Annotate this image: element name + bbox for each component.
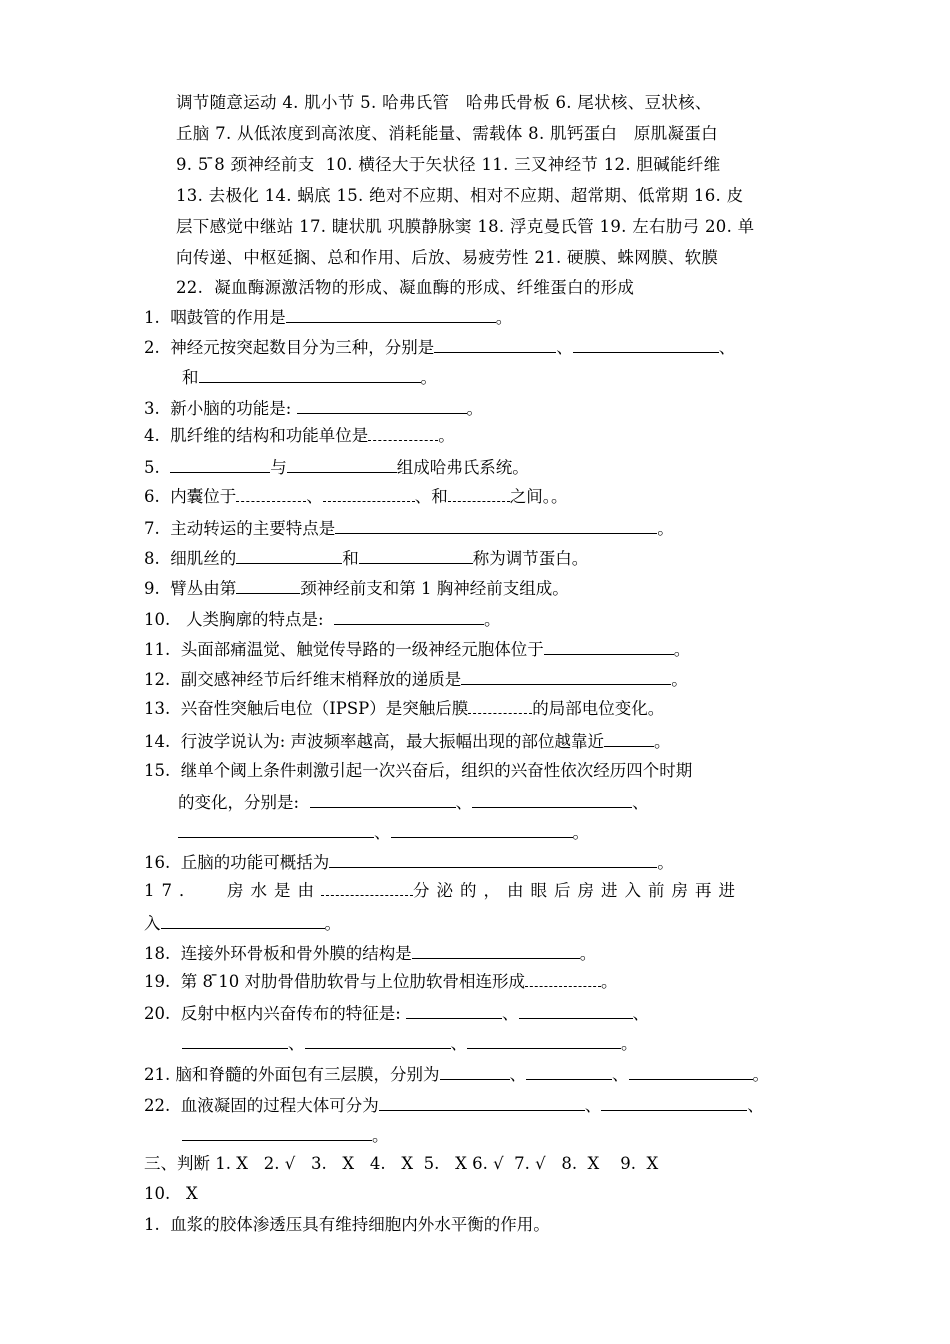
question-13: 13. 兴奋性突触后电位（IPSP）是突触后膜 的局部电位变化。 <box>144 699 665 718</box>
answer-blank[interactable] <box>170 455 270 473</box>
answer-blank[interactable] <box>573 335 719 353</box>
answer-blank[interactable] <box>161 911 325 929</box>
answer-line: 调节随意运动 4. 肌小节 5. 哈弗氏管 哈弗氏骨板 6. 尾状核、豆状核、 <box>176 93 712 112</box>
answer-blank[interactable] <box>467 1031 621 1049</box>
question-19: 19. 第 8 ̄10 对肋骨借肋软骨与上位肋软骨相连形成 。 <box>144 972 618 991</box>
question-text: 7. 主动转运的主要特点是 <box>144 519 336 538</box>
question-16: 16. 丘脑的功能可概括为 。 <box>144 850 674 872</box>
question-15-cont2: 、 。 <box>178 820 589 842</box>
answer-line: 13. 去极化 14. 蜗底 15. 绝对不应期、相对不应期、超常期、低常期 16. 皮 <box>176 186 744 205</box>
answer-blank[interactable] <box>434 335 556 353</box>
question-12: 12. 副交感神经节后纤维末梢释放的递质是 。 <box>144 667 688 689</box>
answer-blank[interactable] <box>629 1062 753 1080</box>
answer-blank[interactable] <box>519 1001 633 1019</box>
answer-line: 22. 凝血酶源激活物的形成、凝血酶的形成、纤维蛋白的形成 <box>176 278 635 297</box>
question-text: 19. 第 8 ̄10 对肋骨借肋软骨与上位肋软骨相连形成 <box>144 972 525 991</box>
answer-blank[interactable] <box>601 1093 747 1111</box>
question-text: 16. 丘脑的功能可概括为 <box>144 853 330 872</box>
question-text: 18. 连接外环骨板和骨外膜的结构是 <box>144 944 412 963</box>
question-text: 20. 反射中枢内兴奋传布的特征是: <box>144 1004 407 1023</box>
answer-blank[interactable] <box>287 455 397 473</box>
judgement-line-2: 10. X <box>144 1184 198 1203</box>
question-text: 4. 肌纤维的结构和功能单位是 <box>144 426 369 445</box>
answer-blank[interactable] <box>406 1001 502 1019</box>
answer-line: 9. 5 ̄8 颈神经前支 10. 横径大于矢状径 11. 三叉神经节 12. 胆碱能纤维 <box>176 155 721 174</box>
answer-blank[interactable] <box>236 486 306 502</box>
answer-blank[interactable] <box>323 486 415 502</box>
judgement-item-1: 1. 血浆的胶体渗透压具有维持细胞内外水平衡的作用。 <box>144 1215 550 1234</box>
question-14: 14. 行波学说认为: 声波频率越高，最大振幅出现的部位越靠近 。 <box>144 729 671 751</box>
answer-blank[interactable] <box>379 1093 585 1111</box>
question-text: 10. 人类胸廓的特点是: <box>144 610 335 629</box>
question-17-cont: 入 。 <box>144 911 341 933</box>
question-text: 3. 新小脑的功能是: <box>144 399 297 418</box>
answer-blank[interactable] <box>472 790 632 808</box>
question-22: 22. 血液凝固的过程大体可分为 、 、 <box>144 1093 764 1115</box>
answer-blank[interactable] <box>440 1062 510 1080</box>
answer-blank[interactable] <box>525 971 601 987</box>
question-20-cont: 、 、 。 <box>182 1031 638 1053</box>
question-1: 1. 咽鼓管的作用是 。 <box>144 305 512 327</box>
question-text: 21. 脑和脊髓的外面包有三层膜，分别为 <box>144 1065 440 1084</box>
answer-blank[interactable] <box>286 305 496 323</box>
answer-blank[interactable] <box>297 396 467 414</box>
question-17: 17． 房水是由 分泌的，由眼后房进入前房再进 <box>144 881 742 900</box>
answer-blank[interactable] <box>321 880 413 896</box>
answer-blank[interactable] <box>329 850 657 868</box>
question-20: 20. 反射中枢内兴奋传布的特征是: 、 、 <box>144 1001 649 1023</box>
question-6: 6. 内囊位于 、 、和 之间。。 <box>144 487 568 506</box>
question-text: 12. 副交感神经节后纤维末梢释放的递质是 <box>144 670 462 689</box>
question-8: 8. 细肌丝的 和 称为调节蛋白。 <box>144 546 588 568</box>
question-text: 22. 血液凝固的过程大体可分为 <box>144 1096 379 1115</box>
question-10: 10. 人类胸廓的特点是: 。 <box>144 607 501 629</box>
question-2: 2. 神经元按突起数目分为三种，分别是 、 、 <box>144 335 735 357</box>
answer-blank[interactable] <box>305 1031 451 1049</box>
answer-blank[interactable] <box>544 637 674 655</box>
answer-blank[interactable] <box>178 820 374 838</box>
question-9: 9. 臂丛由第 颈神经前支和第 1 胸神经前支组成。 <box>144 576 569 598</box>
answer-line: 层下感觉中继站 17. 睫状肌 巩膜静脉窦 18. 浮克曼氏管 19. 左右肋弓 20. 单 <box>176 217 755 236</box>
answer-blank[interactable] <box>359 546 473 564</box>
question-2-cont: 和 。 <box>182 365 437 387</box>
answer-blank[interactable] <box>236 576 300 594</box>
question-text: 1. 咽鼓管的作用是 <box>144 308 286 327</box>
answer-blank[interactable] <box>310 790 456 808</box>
question-text: 2. 神经元按突起数目分为三种，分别是 <box>144 338 435 357</box>
answer-blank[interactable] <box>448 486 510 502</box>
answer-blank[interactable] <box>236 546 342 564</box>
question-15: 15. 继单个阈上条件刺激引起一次兴奋后，组织的兴奋性依次经历四个时期 <box>144 761 693 780</box>
answer-blank[interactable] <box>334 607 484 625</box>
question-text: 11. 头面部痛温觉、触觉传导路的一级神经元胞体位于 <box>144 640 544 659</box>
question-7: 7. 主动转运的主要特点是 。 <box>144 516 674 538</box>
question-22-cont: 。 <box>182 1123 389 1145</box>
question-11: 11. 头面部痛温觉、触觉传导路的一级神经元胞体位于 。 <box>144 637 690 659</box>
answer-blank[interactable] <box>335 516 657 534</box>
question-4: 4. 肌纤维的结构和功能单位是 。 <box>144 426 455 445</box>
question-text: 14. 行波学说认为: 声波频率越高，最大振幅出现的部位越靠近 <box>144 732 605 751</box>
answer-blank[interactable] <box>182 1123 372 1141</box>
question-15-cont: 的变化，分别是: 、 、 <box>178 790 649 812</box>
question-21: 21. 脑和脊髓的外面包有三层膜，分别为 、 、 。 <box>144 1062 769 1084</box>
judgement-header: 三、判断 1. X 2. √ 3. X 4. X 5. X 6. √ 7. √ 8. X 9. X <box>144 1154 659 1173</box>
answer-blank[interactable] <box>461 667 671 685</box>
answer-blank[interactable] <box>199 365 421 383</box>
answer-blank[interactable] <box>391 820 573 838</box>
question-5: 5. 与 组成哈弗氏系统。 <box>144 455 529 477</box>
answer-line: 丘脑 7. 从低浓度到高浓度、消耗能量、需载体 8. 肌钙蛋白 原肌凝蛋白 <box>176 124 718 143</box>
answer-blank[interactable] <box>182 1031 288 1049</box>
answer-blank[interactable] <box>412 941 580 959</box>
answer-blank[interactable] <box>368 425 438 441</box>
question-18: 18. 连接外环骨板和骨外膜的结构是 。 <box>144 941 596 963</box>
answer-blank[interactable] <box>526 1062 612 1080</box>
answer-blank[interactable] <box>468 698 532 714</box>
question-3: 3. 新小脑的功能是: 。 <box>144 396 483 418</box>
answer-line: 向传递、中枢延搁、总和作用、后放、易疲劳性 21. 硬膜、蛛网膜、软膜 <box>176 248 719 267</box>
answer-blank[interactable] <box>604 729 654 747</box>
